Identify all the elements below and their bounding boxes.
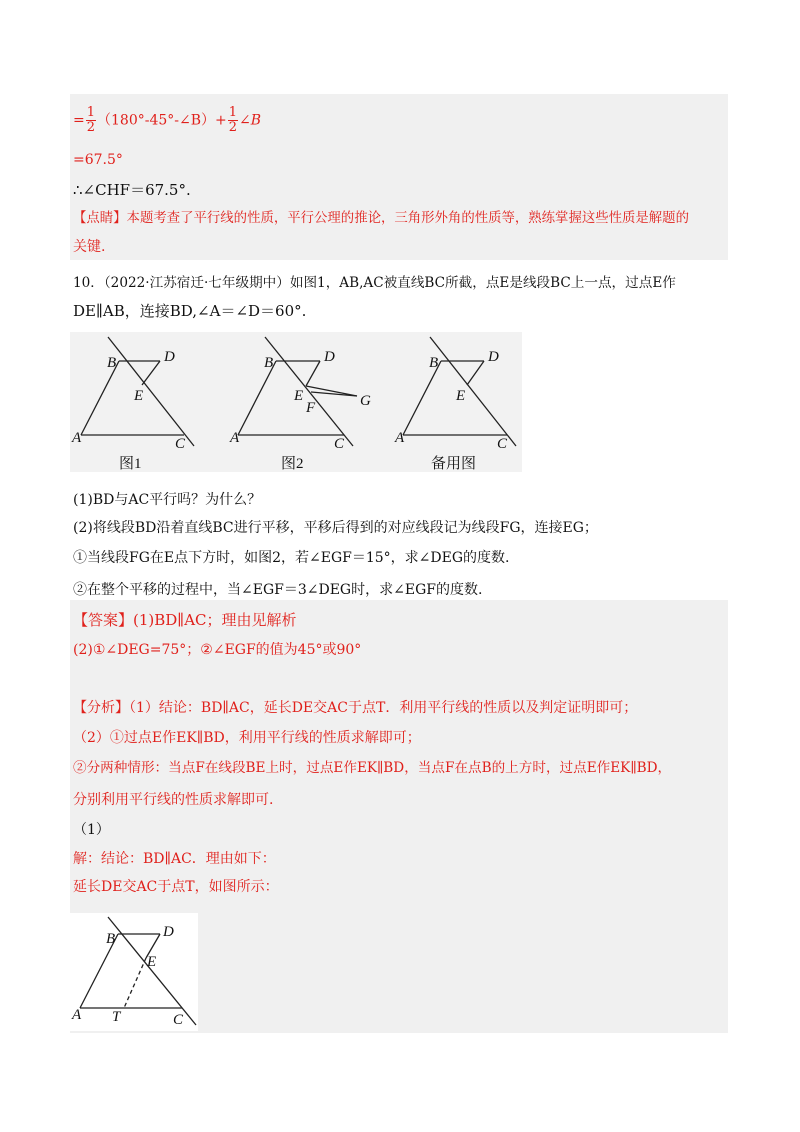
- fig3-label-b: B: [429, 355, 439, 371]
- fig3-label-d: D: [488, 349, 499, 365]
- fig2-caption: 图2: [281, 456, 304, 472]
- sol-label-c: C: [173, 1012, 184, 1028]
- fig1-caption: 图1: [119, 456, 142, 472]
- sol-label-d: D: [163, 924, 174, 940]
- answer-line-2: (2)①∠DEG=75°；②∠EGF的值为45°或90°: [73, 642, 362, 658]
- sol-label-a: A: [72, 1007, 82, 1023]
- fig1-label-e: E: [134, 388, 144, 404]
- fig3-label-c: C: [497, 436, 508, 452]
- solution-line-1: 解：结论：BD∥AC．理由如下：: [73, 851, 276, 867]
- fig2-label-e: E: [294, 388, 304, 404]
- question-2-part-1: ①当线段FG在E点下方时，如图2，若∠EGF＝15°，求∠DEG的度数.: [73, 550, 510, 566]
- solution-figure: [70, 913, 198, 1031]
- fig3-label-e: E: [456, 388, 466, 404]
- sol-label-t: T: [112, 1009, 121, 1025]
- question-2-part-2: ②在整个平移的过程中，当∠EGF＝3∠DEG时，求∠EGF的度数.: [73, 582, 483, 598]
- fig1-label-b: B: [107, 355, 117, 371]
- equation-result: =67.5°: [73, 152, 123, 168]
- fig3-label-a: A: [395, 430, 405, 446]
- analysis-line-2: （2）①过点E作EK∥BD，利用平行线的性质求解即可；: [73, 730, 421, 746]
- fig2-label-a: A: [230, 430, 240, 446]
- problem-figures: [70, 332, 522, 472]
- problem-line-2: DE∥AB，连接BD,∠A＝∠D＝60°.: [73, 302, 307, 320]
- fig2-label-d: D: [324, 349, 335, 365]
- sol-label-e: E: [147, 954, 157, 970]
- analysis-line-1: 【分析】（1）结论：BD∥AC，延长DE交AC于点T．利用平行线的性质以及判定证明即可；: [73, 700, 638, 716]
- equation-line: = $\frac{1}{2}$ （180°-45°-∠B）+ $\frac{1}{2}$ ∠B: [73, 105, 262, 135]
- comment-line-2: 关键.: [73, 239, 106, 255]
- fraction-half-2: $\frac{1}{2}$: [228, 105, 238, 135]
- fig3-caption: 备用图: [431, 456, 477, 472]
- analysis-line-3: ②分两种情形：当点F在线段BE上时，过点E作EK∥BD，当点F在点B的上方时，过点E作EK∥BD，: [73, 760, 672, 776]
- comment-line-1: 【点睛】本题考查了平行线的性质，平行公理的推论，三角形外角的性质等，熟练掌握这些性质是解题的: [73, 211, 689, 226]
- fig2-label-b: B: [264, 355, 274, 371]
- sol-label-b: B: [106, 931, 116, 947]
- problem-line-1: 10．（2022·江苏宿迁·七年级期中）如图1，AB,AC被直线BC所截，点E是线段BC上一点，过点E作: [73, 275, 676, 291]
- fig1-label-c: C: [175, 436, 186, 452]
- fig2-label-g: G: [360, 393, 371, 409]
- solution-line-2: 延长DE交AC于点T，如图所示：: [73, 879, 279, 895]
- question-2: (2)将线段BD沿着直线BC进行平移，平移后得到的对应线段记为线段FG，连接EG；: [73, 520, 598, 536]
- question-1: (1)BD与AC平行吗？为什么？: [73, 492, 262, 508]
- fig2-label-c: C: [334, 436, 345, 452]
- fig1-label-d: D: [164, 349, 175, 365]
- fig2-label-f: F: [306, 400, 316, 416]
- fraction-half-1: $\frac{1}{2}$: [86, 105, 96, 135]
- conclusion-line: ∴∠CHF＝67.5°.: [73, 181, 191, 199]
- solution-part-1-label: （1）: [73, 822, 110, 838]
- answer-line-1: 【答案】(1)BD∥AC；理由见解析: [73, 611, 297, 629]
- analysis-line-4: 分别利用平行线的性质求解即可.: [73, 792, 274, 808]
- fig1-label-a: A: [72, 430, 82, 446]
